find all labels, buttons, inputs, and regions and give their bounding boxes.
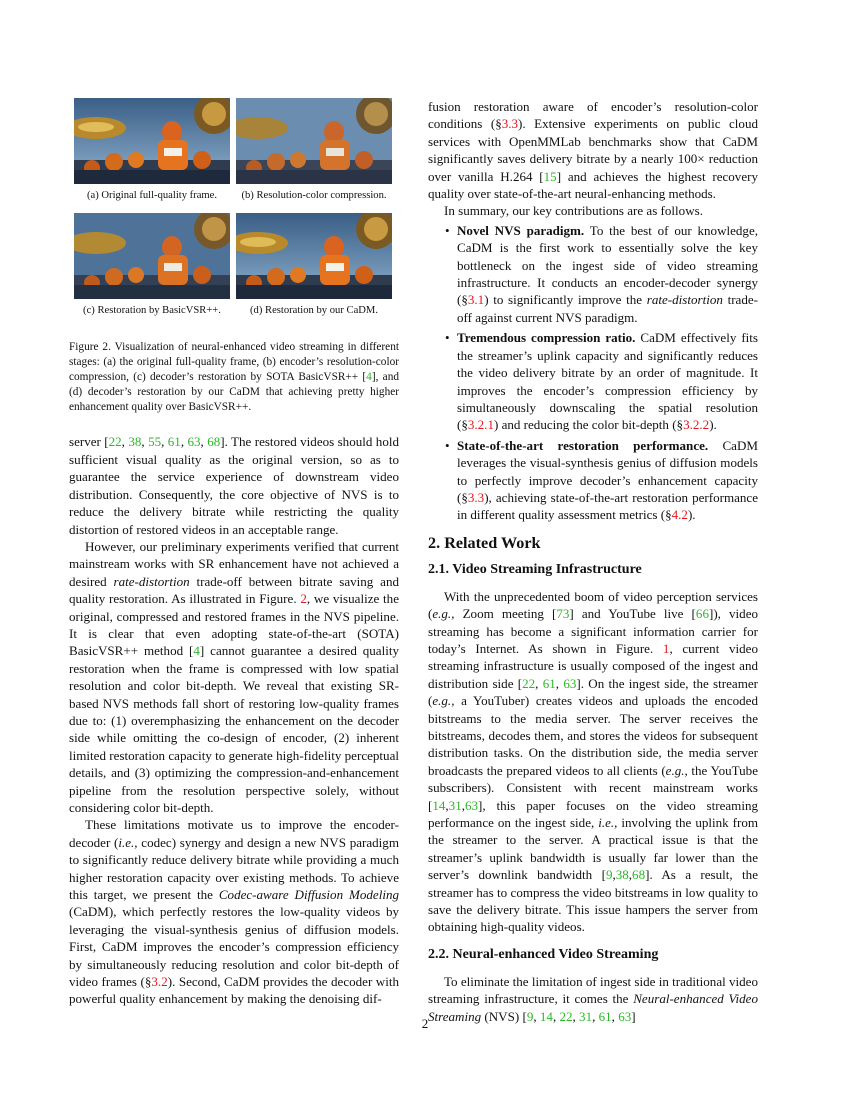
frame-image-compressed [236,98,392,184]
bullet-icon: • [445,330,450,346]
parade-scene-image [236,213,392,299]
citation-link[interactable]: 68 [632,867,646,883]
citation-link[interactable]: 4 [366,371,372,384]
figure-panel-b [236,98,392,213]
citation-link[interactable]: 22 [522,675,536,691]
paragraph-experiments-summary: fusion restoration aware of encoder’s resolution-color conditions (§3.3). Extensive experiments on public cloud services with OpenMMLab benchmarks show that CaDM significantly saves delivery bitrate by a nearly 100× reduction over vanilla H.264 [15] and achieves the highest recovery quality over state-of-the-art neural-enhancing methods. [428,99,758,202]
contributions-list [428,222,758,524]
left-column [69,98,399,1008]
section-link[interactable]: 4.2 [671,507,688,523]
parade-scene-image [74,213,230,299]
frame-image-basicvsr [74,213,230,299]
right-column [428,98,758,1025]
parade-scene-image [74,98,230,184]
citation-link[interactable]: 61 [167,434,181,450]
subsection-heading-video-streaming: 2.1. Video Streaming Infrastructure [428,561,642,577]
citation-link[interactable]: 66 [695,606,709,622]
list-item: • Tremendous compression ratio. CaDM effectively fits the streamer’s uplink capacity and significantly reduces the video delivery bitrate by an order of magnitude. It improves the encoder’s compression efficiency by simultaneously downscaling the spatial resolution (§3.2.1) and reducing the color bit-depth (§3.2.2). [445,330,758,433]
section-heading-related-work: 2. Related Work [428,533,541,552]
panel-b-caption: (b) Resolution-color compression. [241,190,387,201]
paragraph-neural-enhanced: To eliminate the limitation of ingest side in traditional video streaming infrastructure, it comes the Neural-enhanced Video Streaming (NVS) [9, 14, 22, 31, 61, 63] [428,973,758,1024]
section-link[interactable]: 3.2.2 [683,417,710,433]
figure-caption [69,340,399,415]
figure-panel-c [74,213,230,328]
citation-link[interactable]: 31 [579,1008,593,1024]
paragraph-nvs-objective: server [22, 38, 55, 61, 63, 68]. The restored videos should hold sufficient visual quality as the original version, so as to guarantee the service experience of downstream video distribution. Consequently, the core objective of NVS is to reduce the delivery bitrate while restricting the quality distortion of restored videos in an acceptable range. [69,434,399,537]
figure-panel-a [74,98,230,213]
caption-text: ], and (d) decoder’s restoration by our CaDM that achieving pretty higher enhancement quality over BasicVSR++. [69,371,399,414]
citation-link[interactable]: 15 [543,168,557,184]
list-item: • Novel NVS paradigm. To the best of our knowledge, CaDM is the first work to essentially solve the key bottleneck on the ingest side of video streaming infrastructure. It conducts an encoder-decoder synergy (§3.1) to significantly improve the rate-distortion trade-off against current NVS paradigm. [445,222,759,325]
citation-link[interactable]: 9 [526,1008,534,1024]
citation-link[interactable]: 61 [542,675,556,691]
page-number: 2 [421,1016,429,1031]
citation-link[interactable]: 38 [128,434,142,450]
panel-d-caption: (d) Restoration by our CaDM. [250,305,378,316]
frame-image-original [74,98,230,184]
figure-2 [74,98,399,328]
citation-link[interactable]: 38 [615,867,629,883]
parade-scene-image [236,98,392,184]
citation-link[interactable]: 61 [598,1008,612,1024]
caption-text: Figure 2. Visualization of neural-enhanced video streaming in different stages: (a) the original full-quality frame, (b) encoder’s resolution-color compression, (c) decoder’s restoration by SOTA BasicVSR++ [ [69,341,399,384]
citation-link[interactable]: 9 [605,867,613,883]
citation-link[interactable]: 68 [207,434,221,450]
section-link[interactable]: 3.2 [151,974,168,990]
bullet-icon: • [445,222,450,238]
citation-link[interactable]: 63 [464,797,479,813]
panel-c-caption: (c) Restoration by BasicVSR++. [83,305,221,316]
citation-link[interactable]: 31 [448,797,462,813]
section-link[interactable]: 3.2.1 [467,417,494,433]
citation-link[interactable]: 4 [193,643,200,659]
citation-link[interactable]: 14 [539,1008,553,1024]
paragraph-cadm-motivation: These limitations motivate us to improve the encoder-decoder (i.e., codec) synergy and design a new NVS paradigm to significantly reduce delivery bitrate while providing a much higher restoration capacity over existing methods. To achieve this target, we present the Codec-aware Diffusion Modeling (CaDM), which perfectly restores the low-quality videos by leveraging the visual-synthesis genius of diffusion models. First, CaDM improves the encoder’s compression efficiency by simultaneously reducing resolution and color bit-depth of video frames (§3.2). Second, CaDM provides the decoder with powerful quality enhancement by making the denoising dif- [69,817,400,1007]
paragraph-video-streaming: With the unprecedented boom of video perception services (e.g., Zoom meeting [73] and YouTube live [66]), video streaming has become a significant information carrier for today’s Internet. As shown in Figure. 1, current video streaming infrastructure is usually composed of the ingest and distribution side [22, 61, 63]. On the ingest side, the streamer (e.g., a YouTuber) creates videos and uploads the encoded bitstreams to the media server. The server receives the bitstreams, decodes them, and stores the videos for subsequent distribution tasks. On the distribution side, the media server broadcasts the prepared videos to all clients (e.g., the YouTube subscribers). Consistent with recent mainstream works [14,31,63], this paper focuses on the video streaming performance on the ingest side, i.e., involving the uplink from the streamer to the server. A practical issue is that the streamer’s uplink bandwidth is usually far lower than the server’s downlink bandwidth [9,38,68]. As a result, the streamer has to compress the video bitstreams in low quality to save the delivery bitrate. This issue hampers the server from obtaining high-quality videos. [428,588,759,935]
citation-link[interactable]: 22 [108,434,122,450]
citation-link[interactable]: 63 [563,675,577,691]
bullet-icon: • [445,437,450,453]
list-item: • State-of-the-art restoration performance. CaDM leverages the visual-synthesis genius of diffusion models to perfectly improve decoder’s enhancement capacity (§3.3), achieving state-of-the-art restoration performance in different quality assessment metrics (§4.2). [445,437,758,523]
figure-link[interactable]: 1 [662,640,670,656]
panel-a-caption: (a) Original full-quality frame. [86,190,218,201]
subsection-heading-neural-enhanced: 2.2. Neural-enhanced Video Streaming [428,946,659,962]
citation-link[interactable]: 73 [556,606,570,622]
citation-link[interactable]: 14 [432,797,446,813]
citation-link[interactable]: 55 [148,434,162,450]
citation-link[interactable]: 63 [187,434,201,450]
section-link[interactable]: 3.3 [467,489,485,505]
citation-link[interactable]: 63 [618,1008,632,1024]
section-link[interactable]: 3.3 [501,116,519,132]
paragraph-contributions-intro: In summary, our key contributions are as follows. [444,203,703,219]
section-link[interactable]: 3.1 [467,292,485,308]
frame-image-cadm [236,213,392,299]
figure-panel-d [236,213,392,328]
paragraph-preliminary-experiments: However, our preliminary experiments verified that current mainstream works with SR enhancement have not achieved a desired rate-distortion trade-off between bitrate saving and quality restoration. As illustrated in Figure. 2, we visualize the original, compressed and restored frames in the NVS pipeline. It is clear that even adopting state-of-the-art (SOTA) BasicVSR++ method [4] cannot guarantee a desired quality restoration when the frame is compressed with low spatial resolution and color bit-depth. We reveal that existing SR-based NVS methods fall short of restoring low-quality frames due to: (1) overemphasizing the enhancement on the decoder side while omitting the co-design of encoder, (2) inherent limited restoration capacity to generate high-fidelity perceptual details, and (3) optimizing the compression-and-enhancement pipeline from the resolution perspective solely, without considering color bit-depth. [69,538,399,815]
citation-link[interactable]: 22 [559,1008,573,1024]
figure-link[interactable]: 2 [300,591,307,607]
